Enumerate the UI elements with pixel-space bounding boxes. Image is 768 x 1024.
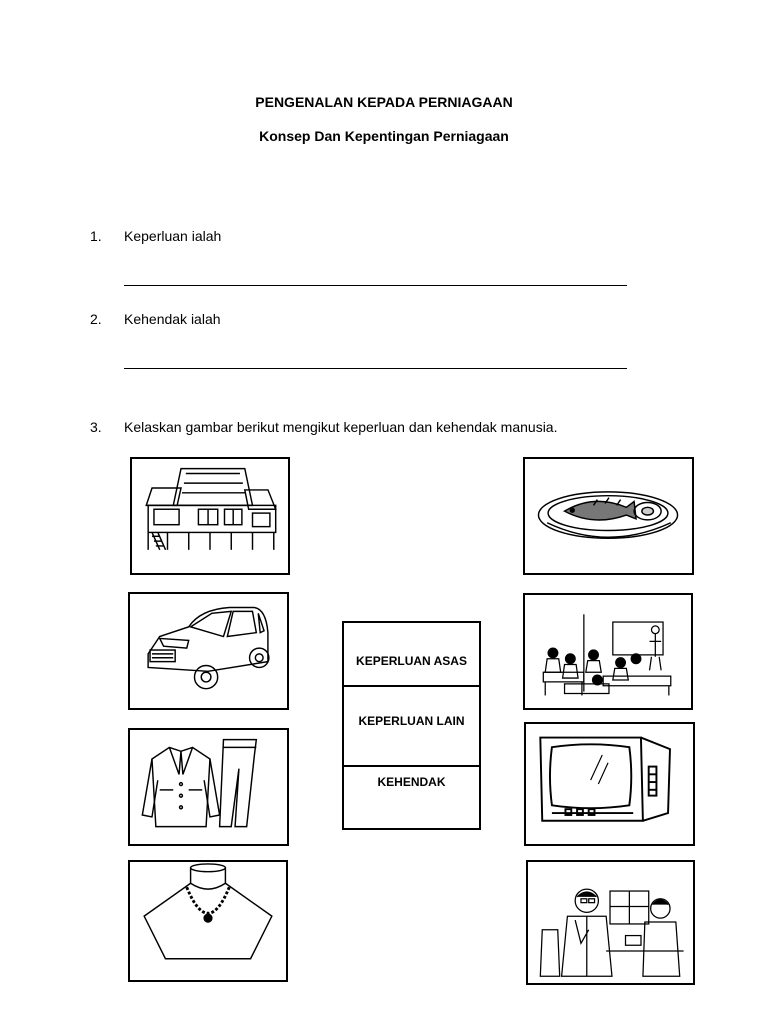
- question-text: Kelaskan gambar berikut mengikut keperluan dan kehendak manusia.: [124, 419, 558, 435]
- category-keperluan-asas[interactable]: [342, 621, 481, 686]
- house-picture[interactable]: [130, 457, 290, 575]
- category-label: KEHENDAK: [377, 775, 446, 789]
- doctor-icon: [528, 862, 693, 983]
- category-kehendak[interactable]: [342, 765, 481, 830]
- page-subtitle: Konsep Dan Kepentingan Perniagaan: [259, 128, 509, 144]
- clothes-icon: [130, 730, 287, 844]
- question-number: 1.: [90, 228, 102, 244]
- television-icon: [526, 724, 693, 844]
- category-label: KEPERLUAN ASAS: [356, 654, 467, 668]
- television-picture[interactable]: [524, 722, 695, 846]
- clothes-picture[interactable]: [128, 728, 289, 846]
- necklace-icon: [130, 862, 286, 980]
- page-title: PENGENALAN KEPADA PERNIAGAAN: [255, 94, 513, 110]
- classroom-picture[interactable]: [523, 593, 693, 710]
- car-icon: [130, 594, 287, 708]
- question-text: Keperluan ialah: [124, 228, 222, 244]
- question-number: 3.: [90, 419, 102, 435]
- category-label: KEPERLUAN LAIN: [358, 714, 465, 728]
- question-text: Kehendak ialah: [124, 311, 221, 327]
- house-icon: [132, 459, 288, 573]
- answer-line-1[interactable]: [124, 285, 627, 286]
- necklace-picture[interactable]: [128, 860, 288, 982]
- answer-line-2[interactable]: [124, 368, 627, 369]
- question-number: 2.: [90, 311, 102, 327]
- car-picture[interactable]: [128, 592, 289, 710]
- food-picture[interactable]: [523, 457, 694, 575]
- classroom-icon: [525, 595, 691, 708]
- category-keperluan-lain[interactable]: [342, 685, 481, 766]
- doctor-picture[interactable]: [526, 860, 695, 985]
- food-plate-icon: [525, 459, 692, 573]
